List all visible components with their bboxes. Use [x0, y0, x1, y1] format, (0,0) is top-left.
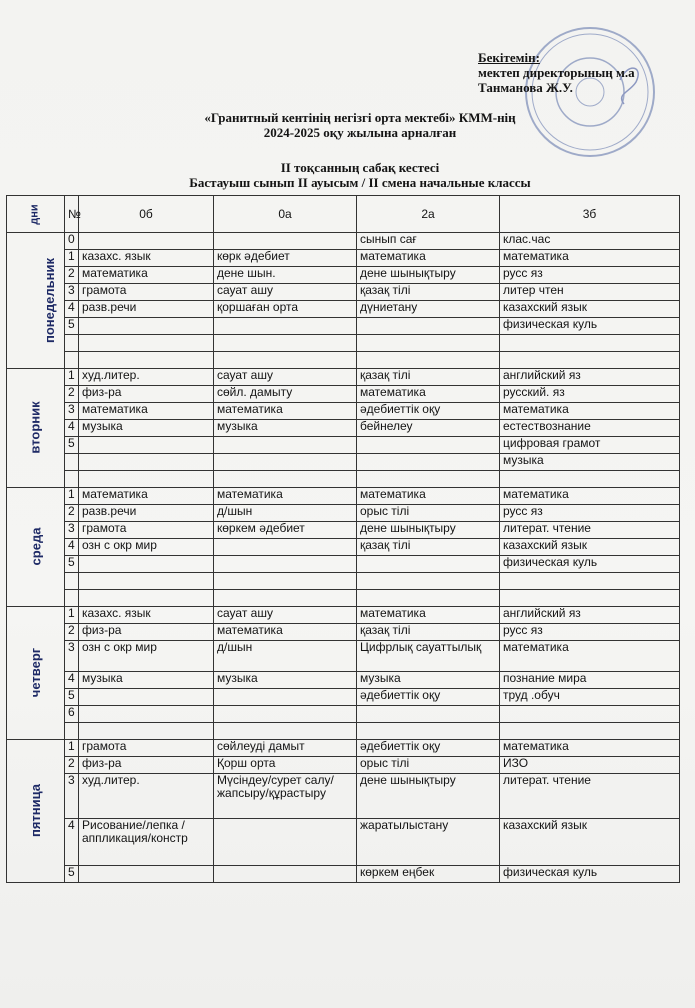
- lesson-number-cell: 4: [65, 672, 79, 689]
- lesson-number-cell: 5: [65, 689, 79, 706]
- lesson-number-cell: 3: [65, 403, 79, 420]
- class-0a-cell: сауат ашу: [214, 284, 357, 301]
- class-0a-cell: д/шын: [214, 505, 357, 522]
- day-label: среда: [27, 527, 43, 566]
- class-2a-cell: дене шынықтыру: [357, 267, 500, 284]
- class-3b-cell: [500, 335, 680, 352]
- class-3b-cell: математика: [500, 488, 680, 505]
- class-0a-cell: қоршаған орта: [214, 301, 357, 318]
- class-0a-cell: математика: [214, 488, 357, 505]
- table-row: [7, 284, 680, 301]
- approval-name: Танманова Ж.У.: [478, 80, 573, 95]
- class-3b-cell: казахский язык: [500, 539, 680, 556]
- class-2a-cell: [357, 590, 500, 607]
- class-0b-cell: [79, 866, 214, 883]
- class-2a-cell: дүниетану: [357, 301, 500, 318]
- table-row: [7, 624, 680, 641]
- class-3b-cell: [500, 352, 680, 369]
- class-0b-cell: [79, 352, 214, 369]
- lesson-number-cell: 1: [65, 250, 79, 267]
- class-0b-cell: [79, 590, 214, 607]
- class-0b-cell: музыка: [79, 420, 214, 437]
- day-cell: [7, 740, 65, 883]
- class-3b-cell: русс яз: [500, 267, 680, 284]
- table-row: [7, 607, 680, 624]
- lesson-number-cell: 4: [65, 301, 79, 318]
- schedule-body: [7, 233, 680, 883]
- class-2a-cell: дене шынықтыру: [357, 522, 500, 539]
- approval-position: мектеп директорының м.а: [478, 65, 635, 80]
- class-0a-cell: Қорш орта: [214, 757, 357, 774]
- class-0b-cell: физ-ра: [79, 386, 214, 403]
- lesson-number-cell: [65, 590, 79, 607]
- class-0a-cell: Мүсіндеу/сурет салу/жапсыру/құрастыру: [214, 774, 357, 819]
- class-2a-cell: орыс тілі: [357, 505, 500, 522]
- table-row: [7, 866, 680, 883]
- class-3b-cell: цифровая грамот: [500, 437, 680, 454]
- class-2a-cell: Цифрлық сауаттылық: [357, 641, 500, 672]
- day-label: четверг: [27, 647, 43, 698]
- approval-heading: Бекітемін:: [478, 50, 540, 65]
- lesson-number-cell: 5: [65, 318, 79, 335]
- class-3b-cell: [500, 723, 680, 740]
- lesson-number-cell: 3: [65, 522, 79, 539]
- class-2a-cell: [357, 454, 500, 471]
- day-label: пятница: [28, 783, 43, 838]
- class-3b-cell: физическая куль: [500, 318, 680, 335]
- class-0a-cell: [214, 706, 357, 723]
- class-0b-cell: Рисование/лепка /аппликация/констр: [79, 819, 214, 866]
- lesson-number-cell: 3: [65, 641, 79, 672]
- column-header-number: №: [65, 196, 79, 233]
- class-0a-cell: көрк әдебиет: [214, 250, 357, 267]
- class-0b-cell: физ-ра: [79, 624, 214, 641]
- class-2a-cell: дене шынықтыру: [357, 774, 500, 819]
- class-2a-cell: [357, 352, 500, 369]
- class-3b-cell: [500, 573, 680, 590]
- lesson-number-cell: 5: [65, 437, 79, 454]
- day-cell: [7, 607, 65, 740]
- class-2a-cell: қазақ тілі: [357, 369, 500, 386]
- table-row: [7, 505, 680, 522]
- class-0b-cell: [79, 471, 214, 488]
- class-3b-cell: клас.час: [500, 233, 680, 250]
- class-2a-cell: математика: [357, 386, 500, 403]
- class-0b-cell: [79, 689, 214, 706]
- class-3b-cell: литерат. чтение: [500, 774, 680, 819]
- table-row: [7, 335, 680, 352]
- day-cell: [7, 233, 65, 369]
- class-0b-cell: [79, 454, 214, 471]
- class-0b-cell: грамота: [79, 522, 214, 539]
- class-0b-cell: [79, 233, 214, 250]
- class-0a-cell: [214, 866, 357, 883]
- class-0b-cell: разв.речи: [79, 301, 214, 318]
- lesson-number-cell: [65, 454, 79, 471]
- table-row: [7, 641, 680, 672]
- class-0b-cell: [79, 556, 214, 573]
- class-0b-cell: [79, 723, 214, 740]
- class-0b-cell: казахс. язык: [79, 250, 214, 267]
- class-0a-cell: математика: [214, 403, 357, 420]
- table-row: [7, 689, 680, 706]
- school-name: «Гранитный кентінің негізгі орта мектебі» КММ-нің: [204, 110, 516, 125]
- class-0b-cell: [79, 335, 214, 352]
- class-2a-cell: математика: [357, 250, 500, 267]
- class-3b-cell: физическая куль: [500, 866, 680, 883]
- table-row: [7, 386, 680, 403]
- class-0a-cell: математика: [214, 624, 357, 641]
- class-0b-cell: [79, 318, 214, 335]
- class-3b-cell: музыка: [500, 454, 680, 471]
- quarter-title: II тоқсанның сабақ кестесі: [280, 160, 440, 175]
- class-0a-cell: [214, 335, 357, 352]
- class-0b-cell: музыка: [79, 672, 214, 689]
- academic-year: 2024-2025 оқу жылына арналған: [263, 125, 457, 140]
- lesson-number-cell: 3: [65, 774, 79, 819]
- class-0b-cell: грамота: [79, 740, 214, 757]
- table-row: [7, 590, 680, 607]
- class-0a-cell: [214, 689, 357, 706]
- class-0a-cell: көркем әдебиет: [214, 522, 357, 539]
- table-row: [7, 318, 680, 335]
- table-row: [7, 706, 680, 723]
- table-row: [7, 556, 680, 573]
- table-row: [7, 352, 680, 369]
- column-header-class-3b: 3б: [500, 196, 680, 233]
- class-2a-cell: әдебиеттік оқу: [357, 403, 500, 420]
- class-3b-cell: [500, 471, 680, 488]
- class-2a-cell: математика: [357, 607, 500, 624]
- lesson-number-cell: 6: [65, 706, 79, 723]
- table-row: [7, 250, 680, 267]
- column-header-class-2a: 2а: [357, 196, 500, 233]
- class-0b-cell: [79, 437, 214, 454]
- table-row: [7, 301, 680, 318]
- class-3b-cell: математика: [500, 250, 680, 267]
- table-row: [7, 539, 680, 556]
- lesson-number-cell: [65, 471, 79, 488]
- class-3b-cell: литерат. чтение: [500, 522, 680, 539]
- class-0b-cell: казахс. язык: [79, 607, 214, 624]
- lesson-number-cell: 4: [65, 420, 79, 437]
- table-row: [7, 437, 680, 454]
- class-0b-cell: разв.речи: [79, 505, 214, 522]
- class-0a-cell: [214, 556, 357, 573]
- lesson-number-cell: 4: [65, 819, 79, 866]
- class-3b-cell: литер чтен: [500, 284, 680, 301]
- column-header-days: дни: [7, 196, 65, 233]
- class-3b-cell: естествознание: [500, 420, 680, 437]
- day-cell: [7, 488, 65, 607]
- class-3b-cell: ИЗО: [500, 757, 680, 774]
- class-0b-cell: физ-ра: [79, 757, 214, 774]
- lesson-number-cell: 1: [65, 488, 79, 505]
- day-cell: [7, 369, 65, 488]
- table-row: [7, 723, 680, 740]
- lesson-number-cell: 4: [65, 539, 79, 556]
- class-2a-cell: [357, 318, 500, 335]
- table-row: [7, 471, 680, 488]
- class-0a-cell: дене шын.: [214, 267, 357, 284]
- class-0b-cell: математика: [79, 488, 214, 505]
- class-0b-cell: [79, 706, 214, 723]
- class-0a-cell: [214, 437, 357, 454]
- lesson-number-cell: [65, 352, 79, 369]
- class-0a-cell: сауат ашу: [214, 607, 357, 624]
- class-0a-cell: сөйлеуді дамыт: [214, 740, 357, 757]
- class-0b-cell: математика: [79, 267, 214, 284]
- class-0a-cell: д/шын: [214, 641, 357, 672]
- lesson-number-cell: [65, 573, 79, 590]
- class-2a-cell: жаратылыстану: [357, 819, 500, 866]
- table-row: [7, 819, 680, 866]
- class-0b-cell: [79, 573, 214, 590]
- class-2a-cell: әдебиеттік оқу: [357, 689, 500, 706]
- table-row: [7, 267, 680, 284]
- class-2a-cell: [357, 573, 500, 590]
- class-2a-cell: математика: [357, 488, 500, 505]
- class-3b-cell: английский яз: [500, 607, 680, 624]
- class-2a-cell: қазақ тілі: [357, 539, 500, 556]
- class-0a-cell: музыка: [214, 672, 357, 689]
- class-0a-cell: [214, 590, 357, 607]
- lesson-number-cell: 2: [65, 386, 79, 403]
- class-0b-cell: озн с окр мир: [79, 641, 214, 672]
- lesson-number-cell: [65, 335, 79, 352]
- class-0b-cell: озн с окр мир: [79, 539, 214, 556]
- class-2a-cell: қазақ тілі: [357, 284, 500, 301]
- table-row: [7, 369, 680, 386]
- class-3b-cell: математика: [500, 740, 680, 757]
- class-3b-cell: [500, 590, 680, 607]
- class-2a-cell: [357, 471, 500, 488]
- class-3b-cell: казахский язык: [500, 819, 680, 866]
- class-0a-cell: [214, 539, 357, 556]
- lesson-number-cell: 1: [65, 740, 79, 757]
- class-2a-cell: сынып сағ: [357, 233, 500, 250]
- class-3b-cell: труд .обуч: [500, 689, 680, 706]
- table-row: [7, 488, 680, 505]
- class-2a-cell: қазақ тілі: [357, 624, 500, 641]
- class-0b-cell: худ.литер.: [79, 774, 214, 819]
- class-0b-cell: грамота: [79, 284, 214, 301]
- class-3b-cell: математика: [500, 641, 680, 672]
- class-3b-cell: познание мира: [500, 672, 680, 689]
- class-2a-cell: бейнелеу: [357, 420, 500, 437]
- day-label: понедельник: [41, 257, 57, 343]
- lesson-number-cell: 5: [65, 866, 79, 883]
- lesson-number-cell: 2: [65, 267, 79, 284]
- class-3b-cell: русский. яз: [500, 386, 680, 403]
- lesson-number-cell: 3: [65, 284, 79, 301]
- table-row: [7, 403, 680, 420]
- document-title: [120, 160, 600, 190]
- lesson-number-cell: 5: [65, 556, 79, 573]
- class-2a-cell: [357, 437, 500, 454]
- table-row: [7, 454, 680, 471]
- class-0a-cell: [214, 819, 357, 866]
- class-3b-cell: [500, 706, 680, 723]
- table-row: [7, 420, 680, 437]
- table-row: [7, 672, 680, 689]
- class-0a-cell: [214, 471, 357, 488]
- class-0a-cell: [214, 352, 357, 369]
- class-0a-cell: сауат ашу: [214, 369, 357, 386]
- class-2a-cell: әдебиеттік оқу: [357, 740, 500, 757]
- class-3b-cell: математика: [500, 403, 680, 420]
- class-3b-cell: казахский язык: [500, 301, 680, 318]
- document-header: [120, 110, 600, 140]
- table-row: [7, 573, 680, 590]
- class-0a-cell: сөйл. дамыту: [214, 386, 357, 403]
- lesson-number-cell: 2: [65, 505, 79, 522]
- approval-block: [478, 50, 635, 95]
- class-2a-cell: [357, 556, 500, 573]
- lesson-number-cell: 2: [65, 757, 79, 774]
- lesson-number-cell: 1: [65, 369, 79, 386]
- class-0a-cell: [214, 318, 357, 335]
- lesson-number-cell: 0: [65, 233, 79, 250]
- table-row: [7, 522, 680, 539]
- class-2a-cell: көркем еңбек: [357, 866, 500, 883]
- class-0a-cell: [214, 573, 357, 590]
- lesson-number-cell: [65, 723, 79, 740]
- class-2a-cell: [357, 335, 500, 352]
- table-row: [7, 774, 680, 819]
- table-row: [7, 740, 680, 757]
- class-3b-cell: русс яз: [500, 624, 680, 641]
- class-0a-cell: [214, 454, 357, 471]
- table-row: [7, 757, 680, 774]
- lesson-number-cell: 2: [65, 624, 79, 641]
- day-label: вторник: [28, 401, 43, 454]
- column-header-class-0a: 0а: [214, 196, 357, 233]
- class-0a-cell: музыка: [214, 420, 357, 437]
- class-0a-cell: [214, 723, 357, 740]
- class-2a-cell: [357, 723, 500, 740]
- class-0b-cell: худ.литер.: [79, 369, 214, 386]
- class-2a-cell: [357, 706, 500, 723]
- class-3b-cell: физическая куль: [500, 556, 680, 573]
- class-0a-cell: [214, 233, 357, 250]
- class-2a-cell: орыс тілі: [357, 757, 500, 774]
- lesson-number-cell: 1: [65, 607, 79, 624]
- schedule-table: [6, 195, 680, 883]
- class-3b-cell: английский яз: [500, 369, 680, 386]
- table-row: [7, 233, 680, 250]
- shift-subtitle: Бастауыш сынып II ауысым / II смена начальные классы: [189, 175, 531, 190]
- class-3b-cell: русс яз: [500, 505, 680, 522]
- class-2a-cell: музыка: [357, 672, 500, 689]
- class-0b-cell: математика: [79, 403, 214, 420]
- column-header-class-0b: 0б: [79, 196, 214, 233]
